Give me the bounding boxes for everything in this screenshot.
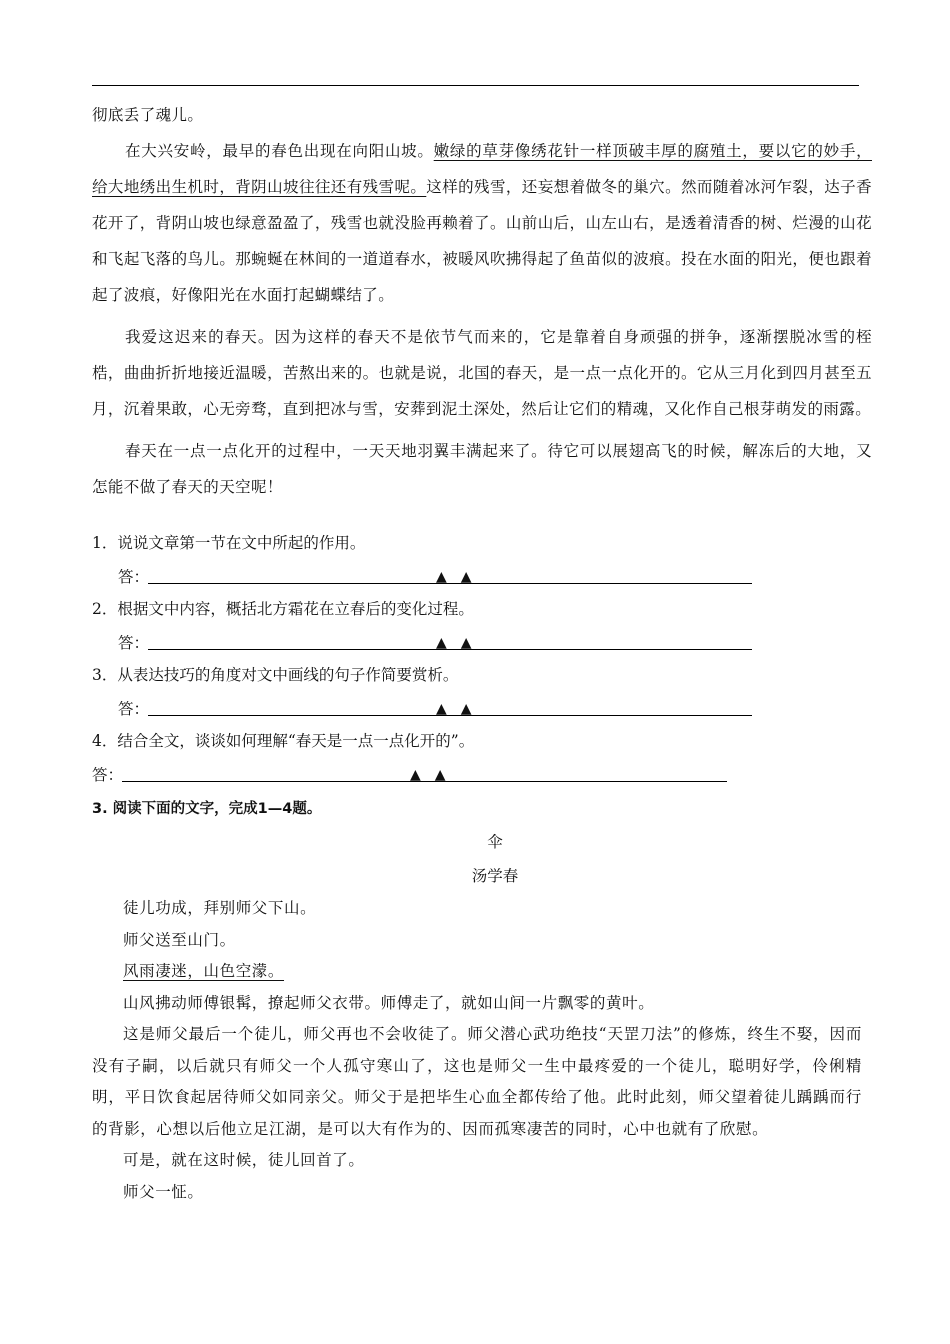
story-paragraph: 徒儿功成，拜别师父下山。 [123,899,317,917]
passage-1 [92,97,872,505]
story-paragraph: 山风拂动师傅银髯，撩起师父衣带。师傅走了，就如山间一片飘零的黄叶。 [123,993,655,1012]
answer-4 [92,762,732,788]
answer-3 [118,696,758,722]
answer-label: 答： [92,766,124,784]
answer-label: 答： [118,634,150,652]
story-paragraph: 师父一怔。 [123,1182,204,1201]
question-4: 4．结合全文，谈谈如何理解“春天是一点一点化开的”。 [92,732,475,750]
question-3: 3．从表达技巧的角度对文中画线的句子作简要赏析。 [92,666,459,684]
story-title: 伞 [487,833,503,851]
passage-paragraph-1 [92,133,872,313]
triangle-marks: ▲▲ [436,569,486,585]
answer-label: 答： [118,568,150,586]
story-paragraph [92,956,862,988]
passage-paragraph-3: 春天在一点一点化开的过程中，一天天地羽翼丰满起来了。待它可以展翅高飞的时候，解冻后的大地，又怎能不做了春天的天空呢！ [92,442,872,496]
answer-label: 答： [118,700,150,718]
story-author: 汤学春 [471,867,519,885]
underlined-sentence: 风雨凄迷，山色空濛。 [123,962,285,980]
story-body [92,893,862,1208]
passage-continuation: 彻底丢了魂儿。 [92,106,204,124]
header-rule [92,85,859,86]
triangle-marks: ▲▲ [436,635,486,651]
passage-paragraph-2: 我爱这迟来的春天。因为这样的春天不是依节气而来的，它是靠着自身顽强的拼争，逐渐摆脱冰雪的桎梏，曲曲折折地接近温暖，苦熬出来的。也就是说，北国的春天，是一点一点化开的。它从三月化到四月甚至五月，沉着果敢，心无旁骛，直到把冰与雪，安葬到泥土深处，然后让它们的精魂，又化作自己根芽萌发的雨露。 [92,328,872,418]
paragraph-1-rest: 这样的残雪，还妄想着做冬的巢穴。然而随着冰河乍裂，达子香花开了，背阴山坡也绿意盈盈了，残雪也就没脸再赖着了。山前山后，山左山右，是透着清香的树、烂漫的山花和飞起飞落的鸟儿。那蜿蜒在林间的一道道春水，被暖风吹拂得起了鱼苗似的波痕。投在水面的阳光，便也跟着起了波痕，好像阳光在水面打起蝴蝶结了。 [92,178,872,304]
question-1: 1．说说文章第一节在文中所起的作用。 [92,534,366,552]
story-paragraph: 师父送至山门。 [123,930,236,949]
section-3-heading: 3. 阅读下面的文字，完成1—4题。 [92,801,322,817]
question-2: 2．根据文中内容，概括北方霜花在立春后的变化过程。 [92,600,474,618]
triangle-marks: ▲▲ [410,767,460,783]
answer-2 [118,630,758,656]
paragraph-1-opening: 在大兴安岭，最早的春色出现在向阳山坡。 [125,142,434,160]
answer-1 [118,564,758,590]
story-paragraph: 这是师父最后一个徒儿，师父再也不会收徒了。师父潜心武功绝技“天罡刀法”的修炼，终生不娶，因而没有子嗣，以后就只有师父一个人孤守寒山了，这也是师父一生中最疼爱的一个徒儿，聪明好学，伶俐精明，平日饮食起居待师父如同亲父。师父于是把毕生心血全都传给了他。此时此刻，师父望着徒儿踽踽而行的背影，心想以后他立足江湖，是可以大有作为的、因而孤寒凄苦的同时，心中也就有了欣慰。 [92,1025,862,1138]
triangle-marks: ▲▲ [436,701,486,717]
story-paragraph: 可是，就在这时候，徒儿回首了。 [123,1151,365,1169]
underlined-sentence: 嫩绿的草芽像绣花针一样顶破丰厚的腐殖土，要以它的妙手，给大地绣出生机时，背阴山坡往往还有残雪呢。 [92,142,872,196]
